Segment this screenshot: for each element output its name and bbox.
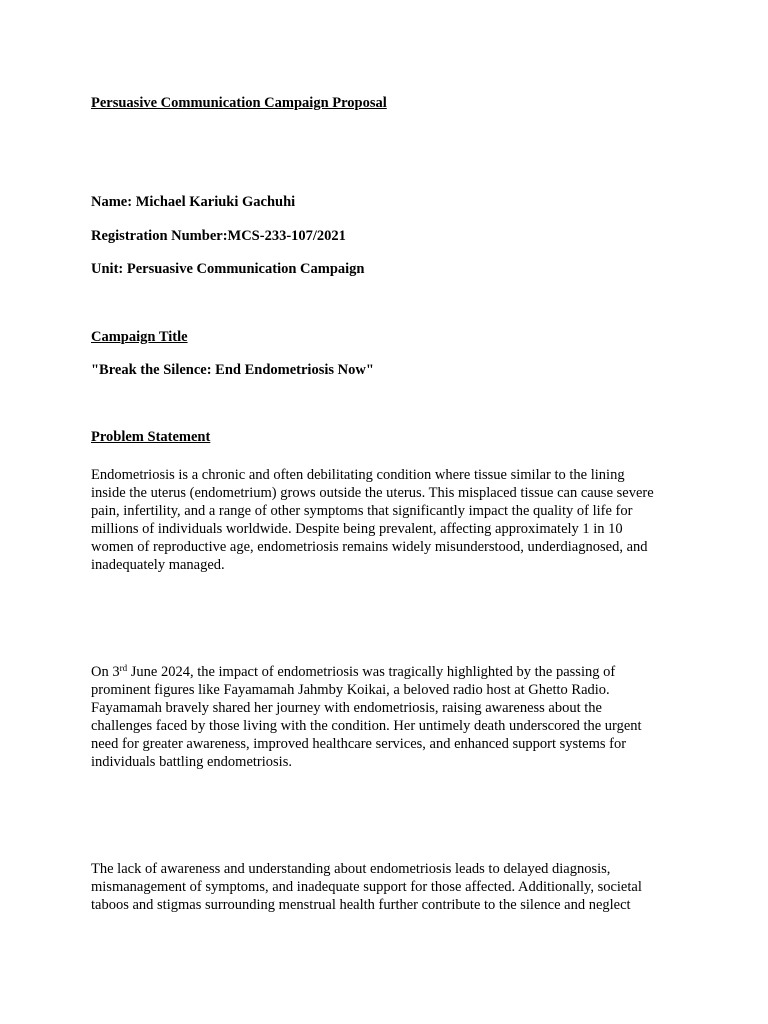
campaign-title-heading: Campaign Title xyxy=(91,329,188,345)
paragraph-line: inadequately managed. xyxy=(91,557,225,573)
paragraph-line: The lack of awareness and understanding about endometriosis leads to delayed diagnosis, xyxy=(91,861,611,877)
problem-statement-heading: Problem Statement xyxy=(91,429,211,445)
unit-name: Unit: Persuasive Communication Campaign xyxy=(91,261,365,277)
paragraph-line: inside the uterus (endometrium) grows outside the uterus. This misplaced tissue can cause severe xyxy=(91,485,654,501)
paragraph-line: taboos and stigmas surrounding menstrual health further contribute to the silence and neglect xyxy=(91,897,631,913)
registration-number: Registration Number:MCS-233-107/2021 xyxy=(91,228,346,244)
author-name: Name: Michael Kariuki Gachuhi xyxy=(91,194,296,210)
paragraph-line: Endometriosis is a chronic and often debilitating condition where tissue similar to the lining xyxy=(91,467,625,483)
paragraph-line: challenges faced by those living with the condition. Her untimely death underscored the urgent xyxy=(91,718,642,734)
paragraph-line: individuals battling endometriosis. xyxy=(91,754,292,770)
paragraph-line: mismanagement of symptoms, and inadequate support for those affected. Additionally, societal xyxy=(91,879,642,895)
paragraph-line: need for greater awareness, improved healthcare services, and enhanced support systems for xyxy=(91,736,627,752)
paragraph-line-suffix: June 2024, the impact of endometriosis was tragically highlighted by the passing of xyxy=(127,664,616,680)
paragraph-2 xyxy=(91,663,691,771)
paragraph-line: prominent figures like Fayamamah Jahmby Koikai, a beloved radio host at Ghetto Radio. xyxy=(91,682,610,698)
paragraph-3 xyxy=(91,860,691,914)
ordinal-suffix: rd xyxy=(119,663,128,673)
paragraph-line: pain, infertility, and a range of other symptoms that significantly impact the quality of life for xyxy=(91,503,633,519)
paragraph-line-first xyxy=(91,663,691,681)
campaign-title: "Break the Silence: End Endometriosis Now" xyxy=(91,362,374,378)
paragraph-1 xyxy=(91,466,691,574)
paragraph-line: women of reproductive age, endometriosis remains widely misunderstood, underdiagnosed, and xyxy=(91,539,648,555)
paragraph-line: millions of individuals worldwide. Despite being prevalent, affecting approximately 1 in 10 xyxy=(91,521,623,537)
paragraph-line: Fayamamah bravely shared her journey with endometriosis, raising awareness about the xyxy=(91,700,602,716)
document-title: Persuasive Communication Campaign Proposal xyxy=(91,95,387,111)
paragraph-line-prefix: On 3 xyxy=(91,664,120,680)
